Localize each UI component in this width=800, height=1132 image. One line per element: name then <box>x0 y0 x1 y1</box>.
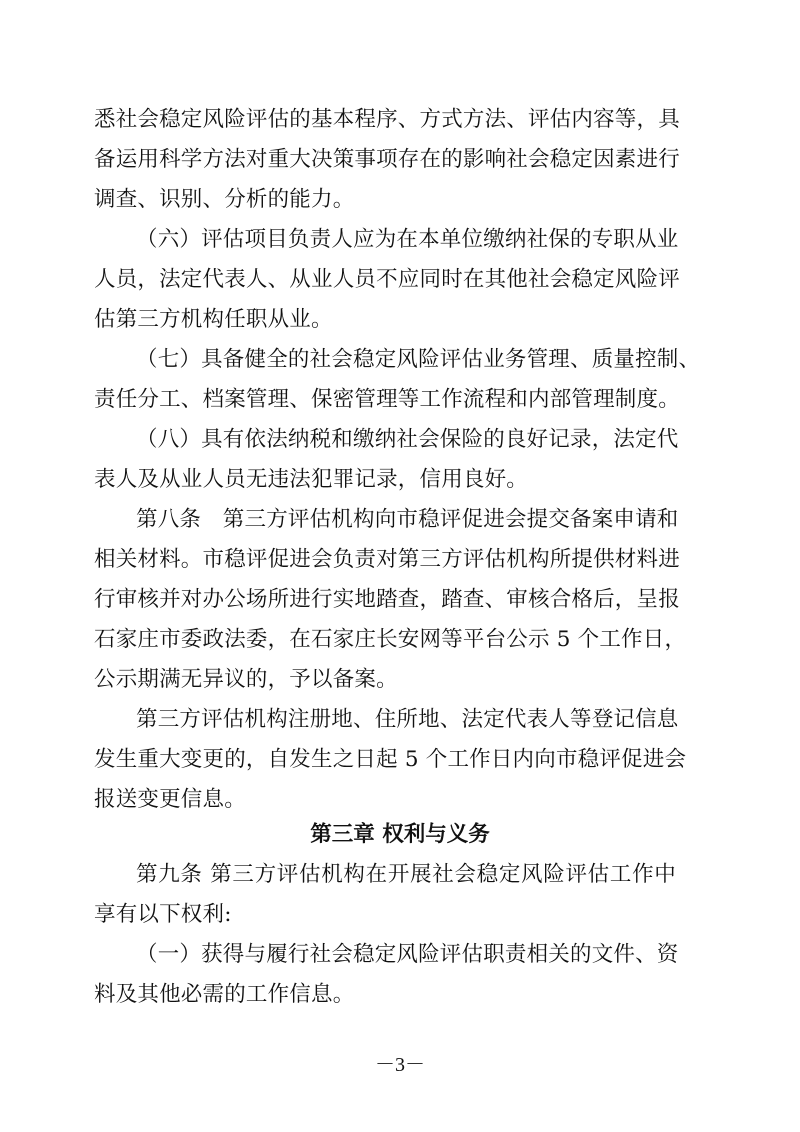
text-line: 备运用科学方法对重大决策事项存在的影响社会稳定因素进行 <box>94 147 680 172</box>
paragraph-start-line: 第三方评估机构注册地、住所地、法定代表人等登记信息 <box>136 707 679 732</box>
text-line: 人员，法定代表人、从业人员不应同时在其他社会稳定风险评 <box>94 267 680 292</box>
paragraph-start-line: （七）具备健全的社会稳定风险评估业务管理、质量控制、 <box>136 347 701 372</box>
paragraph-start-line: （六）评估项目负责人应为在本单位缴纳社保的专职从业 <box>136 227 679 252</box>
chapter-heading: 第三章 权利与义务 <box>310 822 490 847</box>
text-line: 料及其他必需的工作信息。 <box>94 982 355 1007</box>
article-8-first-line: 第八条 第三方评估机构向市稳评促进会提交备案申请和 <box>136 507 679 532</box>
text-line: 行审核并对办公场所进行实地踏查，踏查、审核合格后，呈报 <box>94 587 680 612</box>
paragraph-start-line: （一）获得与履行社会稳定风险评估职责相关的文件、资 <box>136 942 679 967</box>
text-line: 报送变更信息。 <box>94 787 246 812</box>
page-number: －3－ <box>375 1054 425 1076</box>
text-line: 估第三方机构任职从业。 <box>94 307 333 332</box>
text-line: 发生重大变更的，自发生之日起 5 个工作日内向市稳评促进会 <box>94 747 687 772</box>
text-line: 石家庄市委政法委，在石家庄长安网等平台公示 5 个工作日， <box>94 627 687 652</box>
text-line: 悉社会稳定风险评估的基本程序、方式方法、评估内容等，具 <box>94 107 680 132</box>
text-line: 调查、识别、分析的能力。 <box>94 187 355 212</box>
text-line: 相关材料。市稳评促进会负责对第三方评估机构所提供材料进 <box>94 547 680 572</box>
text-line: 责任分工、档案管理、保密管理等工作流程和内部管理制度。 <box>94 387 680 412</box>
text-line: 表人及从业人员无违法犯罪记录，信用良好。 <box>94 467 529 492</box>
paragraph-start-line: （八）具有依法纳税和缴纳社会保险的良好记录，法定代 <box>136 427 679 452</box>
text-line: 享有以下权利: <box>94 902 232 927</box>
article-9-first-line: 第九条 第三方评估机构在开展社会稳定风险评估工作中 <box>136 862 676 887</box>
text-line: 公示期满无异议的，予以备案。 <box>94 667 398 692</box>
